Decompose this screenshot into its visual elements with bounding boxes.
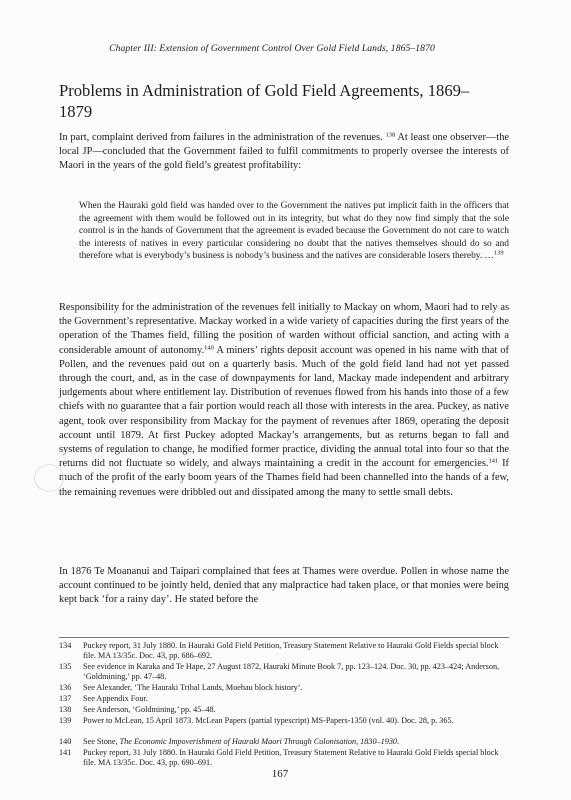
paragraph-2 (59, 301, 509, 500)
footnote-number: 140 (59, 737, 72, 746)
footnote-text-pre: See Stone, (83, 737, 120, 746)
footnote-number: 141 (59, 748, 72, 757)
paragraph-text: In part, complaint derived from failures in the administration of the revenues. (59, 132, 383, 143)
paragraph-text: If much of the profit of the early boom years of the Thames field had been channelled into the hands of a few, the remaining revenues were dribbled out and dissipated among the many to settle small debts. (59, 458, 509, 498)
paragraph-1 (59, 131, 509, 174)
footnote (59, 662, 509, 683)
footnote (59, 683, 509, 693)
footnote-number: 134 (59, 641, 72, 650)
paragraph-text: A miners’ rights deposit account was opened in his name with that of Pollen, and the revenues paid out on a quarterly basis. Much of the gold field land had not yet passed through the court, and, as in the case of downpayments for land, Mackay made independent and arbitrary judgements about where entitlement lay. Distribution of revenues flowed from his hands into those of a few chiefs with no guarantee that a fair portion would reach all those with interests in the area. Puckey, as native agent, took over responsibility from Mackay for the payment of revenues after 1869, operating the deposit account until 1879. At first Puckey adopted Mackay’s arrangements, but as returns began to fall and systems of regulation to change, he modified former practice, dividing the annual total into four so that the returns did not fluctuate so widely, and always maintaining a credit in the account for emergencies. (59, 344, 510, 470)
quote-text: When the Hauraki gold field was handed over to the Government the natives put implicit faith in the officers that the agreement with them would be followed out in its integrity, but what do they now find simply that the sole control is in the hands of Government that the agreement is evaded because the Government do not care to watch the interests of natives in every particular considering no doubt that the natives themselves should do so and therefore what is everybody’s business is nobody’s business and the natives are considerable losers thereby. … (79, 201, 509, 262)
footnote-text: See Anderson, ‘Goldmining,’ pp. 45–48. (83, 705, 216, 714)
footnote-ref-139[interactable]: 139 (493, 249, 504, 257)
footnote-number: 139 (59, 716, 72, 725)
footnote (59, 641, 509, 662)
footnote-text (83, 737, 509, 747)
running-head: Chapter III: Extension of Government Control Over Gold Field Lands, 1865–1870 (109, 43, 435, 54)
footnote-text: See Alexander, ‘The Hauraki Tribal Lands, Moehau block history’. (83, 683, 303, 692)
binding-hole-mark (34, 464, 64, 492)
footnote-number: 136 (59, 683, 72, 692)
footnote (59, 737, 509, 747)
paragraph-text: Responsibility for the administration of the revenues fell initially to Mackay on whom, Maori had to rely as the Government’s representative. Mackay worked in a wide variety of capacities during the first years of the operation of the Thames field, filling the position of warden without official sanction, and acting with a considerable amount of autonomy. (59, 302, 509, 356)
paragraph-3 (59, 565, 509, 608)
footnote-text: Puckey report, 31 July 1880. In Hauraki Gold Field Petition, Treasury Statement Relative to Hauraki Gold Fields special block file. MA 13/35c. Doc. 43, pp. 690–691. (83, 748, 499, 768)
block-quote (79, 200, 509, 263)
footnote-number: 137 (59, 694, 72, 703)
footnote-text-post: . (397, 737, 400, 746)
footnote (59, 716, 509, 726)
footnote-text: Power to McLean, 15 April 1873. McLean Papers (partial typescript) MS-Papers-1350 (vol. 40). Doc. 28, p. 365. (83, 716, 454, 725)
footnote-ref-140[interactable]: 140 (204, 344, 214, 352)
footnote-rule (59, 637, 509, 638)
footnote-ref-138[interactable]: 138 (385, 131, 396, 139)
footnote (59, 705, 509, 715)
paragraph-text: In 1876 Te Moananui and Taipari complained that fees at Thames were overdue. Pollen in whose name the account continued to be jointly held, denied that any malpractice had taken place, or that monies were being kept back ‘for a rainy day’. He stated before the (59, 566, 509, 606)
paragraph-text: At least one observer—the local JP—concluded that the Government failed to fulfil commitments to properly oversee the interests of Maori in the years of the gold field’s greatest profitability: (59, 132, 509, 172)
footnote (59, 694, 509, 704)
footnote-text: Puckey report, 31 July 1880. In Hauraki Gold Field Petition, Treasury Statement Relative to Hauraki Gold Fields special block file. MA 13/35c. Doc. 43, pp. 686–692. (83, 641, 499, 661)
footnote-ref-141[interactable]: 141 (488, 457, 499, 465)
footnote-number: 138 (59, 705, 72, 714)
footnote-title-italic: The Economic Impoverishment of Hauraki Maori Through Colonisation, 1830–1930 (119, 737, 398, 746)
page-number: 167 (271, 768, 289, 780)
footnote-text: See Appendix Four. (83, 694, 148, 703)
footnote-text: See evidence in Karaka and Te Hape, 27 August 1872, Hauraki Minute Book 7, pp. 123–124. Doc. 30, pp. 423–424; Anderson, ‘Goldmining,’ pp. 47–48. (83, 662, 500, 682)
footnote (59, 748, 509, 769)
footnote-number: 135 (59, 662, 72, 671)
section-title: Problems in Administration of Gold Field Agreements, 1869–1879 (59, 81, 470, 121)
